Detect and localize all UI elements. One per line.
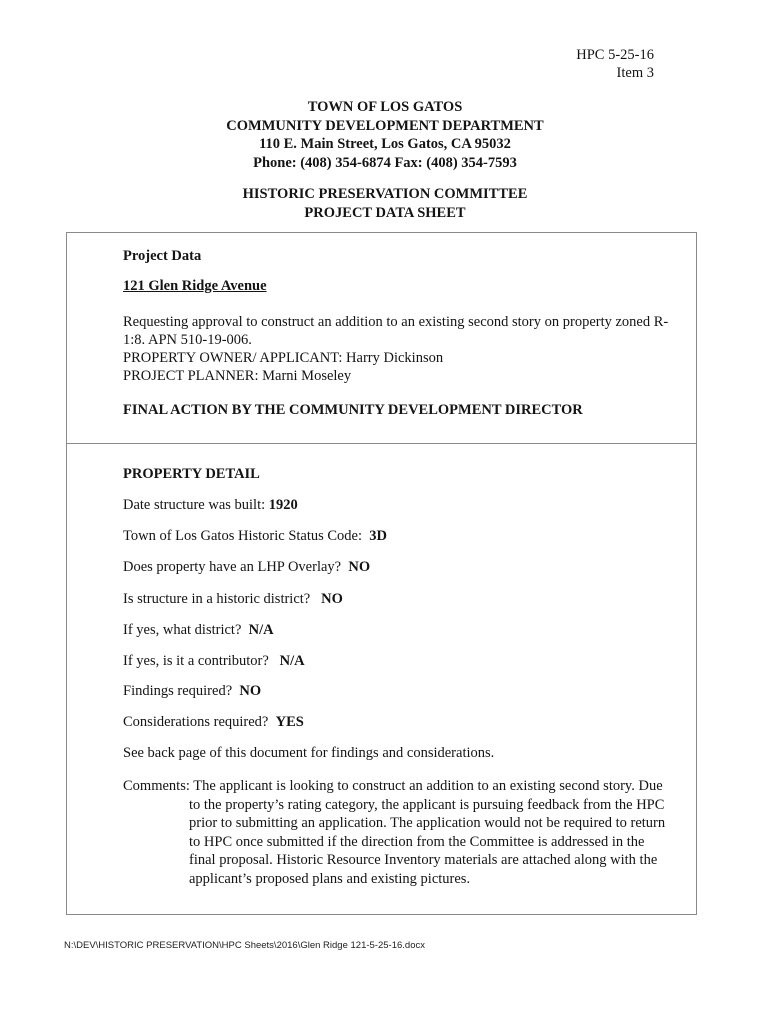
status-code-label: Town of Los Gatos Historic Status Code: [123,528,363,544]
phone-fax: Phone: (408) 354-6874 Fax: (408) 354-7593 [253,154,517,171]
comments-line-1: Comments: The applicant is looking to construct an addition to an existing second story. Due [123,778,663,794]
project-data-heading: Project Data [123,248,202,264]
considerations-row [123,713,304,731]
lhp-overlay-row [123,558,370,576]
box-left-border [66,232,67,915]
comments-block [123,777,703,889]
property-detail-heading: PROPERTY DETAIL [123,466,260,482]
status-code-value: 3D [369,528,388,544]
lhp-overlay-label: Does property have an LHP Overlay? [123,559,342,575]
date-built-label: Date structure was built: [123,497,266,513]
considerations-value: YES [275,714,304,730]
see-back-note: See back page of this document for findings and considerations. [123,745,495,761]
letterhead [0,98,770,222]
lhp-overlay-value: NO [348,559,371,575]
project-description [123,313,695,385]
department-name: COMMUNITY DEVELOPMENT DEPARTMENT [226,117,544,134]
project-address: 121 Glen Ridge Avenue [123,278,267,294]
status-code-row [123,527,387,545]
date-built-value: 1920 [268,497,298,513]
contributor-value: N/A [279,653,305,669]
department-address: 110 E. Main Street, Los Gatos, CA 95032 [259,136,511,152]
contributor-row [123,652,305,670]
findings-label: Findings required? [123,683,233,699]
contributor-label: If yes, is it a contributor? [123,653,269,669]
town-name: TOWN OF LOS GATOS [307,99,463,115]
property-owner: PROPERTY OWNER/ APPLICANT: Harry Dickinson [123,350,444,366]
comments-line-3: prior to submitting an application. The application would not be required to return [189,815,666,832]
project-planner: PROJECT PLANNER: Marni Moseley [123,368,352,384]
final-action: FINAL ACTION BY THE COMMUNITY DEVELOPMENT DIRECTOR [123,402,583,418]
request-line-2: 1:8. APN 510-19-006. [123,332,252,348]
comments-line-4: to HPC once submitted if the direction from the Committee is addressed in the [189,833,645,850]
comments-line-6: applicant’s proposed plans and existing pictures. [189,870,471,887]
box-top-border [66,232,696,233]
date-built-row [123,496,298,514]
document-reference [576,46,654,82]
which-district-row [123,621,274,639]
considerations-label: Considerations required? [123,714,269,730]
which-district-value: N/A [248,622,274,638]
item-number: Item 3 [616,65,654,81]
comments-line-5: final proposal. Historic Resource Inventory materials are attached along with the [189,852,658,869]
comments-line-2: to the property’s rating category, the applicant is pursuing feedback from the HPC [189,796,665,813]
historic-district-row [123,590,343,608]
committee-name: HISTORIC PRESERVATION COMMITTEE [242,186,528,202]
request-line-1: Requesting approval to construct an addition to an existing second story on property zoned R- [123,314,669,330]
file-path-footer: N:\DEV\HISTORIC PRESERVATION\HPC Sheets\2016\Glen Ridge 121-5-25-16.docx [64,940,425,951]
sheet-title: PROJECT DATA SHEET [304,204,466,221]
hpc-date-code: HPC 5-25-16 [576,47,654,63]
box-bottom-border [66,914,696,915]
findings-value: NO [239,683,262,699]
historic-district-value: NO [321,591,343,607]
which-district-label: If yes, what district? [123,622,242,638]
box-divider [66,443,696,444]
historic-district-label: Is structure in a historic district? [123,591,311,607]
findings-row [123,682,261,700]
